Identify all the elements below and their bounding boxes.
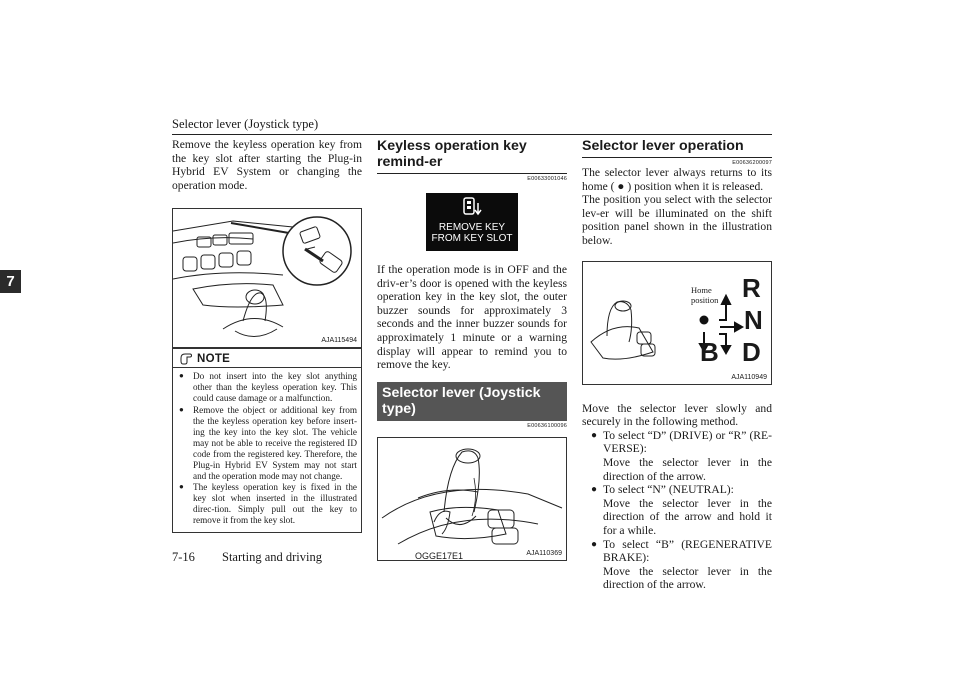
- step-title: ● To select “D” (DRIVE) or “R” (RE-VERSE):: [603, 428, 772, 456]
- note-item: ● Remove the object or additional key from the the keyless operation key before insert-ing the key into the key slot. The vehicle may not be able to receive the registered ID code from the registered key. Therefore, the Plug-in Hybrid EV System may not start and the operation mode may not change.: [179, 405, 357, 481]
- note-label: NOTE: [197, 352, 231, 365]
- selection-steps: [582, 429, 772, 592]
- selector-lever-figure: [377, 437, 567, 561]
- figure-code: AJA115494: [321, 337, 357, 345]
- figure-code: AJA110369: [526, 549, 562, 557]
- section-rule: [582, 157, 772, 158]
- document-code: OGGE17E1: [415, 551, 464, 561]
- step-description: Move the selector lever in the direction of the arrow.: [603, 564, 772, 592]
- note-list: [173, 371, 361, 526]
- position-B: B: [700, 336, 719, 367]
- home-position-label: [691, 285, 718, 305]
- intro-paragraph: Remove the keyless operation key from the key slot after starting the Plug-in Hybrid EV System or changing the operation mode.: [172, 138, 362, 192]
- home-dot-icon: [700, 315, 709, 324]
- step-description: Move the selector lever in the direction of the arrow and hold it for a while.: [603, 496, 772, 537]
- illumination-paragraph: The position you select with the selector lev-er will be illuminated on the shift position panel shown in the illustration below.: [582, 193, 772, 247]
- chapter-tab: 7: [0, 270, 21, 293]
- section-code: E00636200097: [732, 160, 772, 166]
- step-item-neutral: [582, 483, 772, 537]
- note-header: [173, 349, 361, 368]
- page-number: 7-16: [172, 550, 195, 564]
- key-slot-illustration: [173, 209, 361, 347]
- header-rule: [172, 134, 772, 135]
- section-title-selector-lever: Selector lever (Joystick type): [377, 382, 567, 421]
- column-left: [172, 138, 362, 533]
- display-line-1: REMOVE KEY: [438, 222, 506, 233]
- selector-lever-illustration: [378, 438, 566, 560]
- note-item: ● Do not insert into the key slot anything other than the keyless operation key. This could cause damage or a malfunction.: [179, 371, 357, 404]
- key-reminder-paragraph: If the operation mode is in OFF and the driv-er’s door is opened with the keyless operation key in the key slot, the outer buzzer sounds for approximately 3 seconds and the inner buzzer sounds for approximately 1 minute or a warning display will appear to remind you to remove the key.: [377, 263, 567, 372]
- section-code: E00633001046: [527, 176, 567, 182]
- home-position-paragraph: The selector lever always returns to its home ( ● ) position when it is released.: [582, 166, 772, 193]
- section-code: E00636100096: [527, 422, 567, 429]
- key-slot-figure: [172, 208, 362, 348]
- column-right: [582, 138, 772, 592]
- running-header: Selector lever (Joystick type): [172, 117, 319, 131]
- step-item-regenerative-brake: [582, 538, 772, 592]
- position-R: R: [742, 272, 761, 303]
- warning-display: [426, 193, 518, 251]
- step-title: ● To select “N” (NEUTRAL):: [603, 483, 734, 497]
- section-title-key-reminder: Keyless operation key remind-er: [377, 138, 527, 170]
- section-title-lever-operation: Selector lever operation: [582, 138, 744, 154]
- note-hand-icon: [179, 352, 193, 365]
- note-box: [172, 348, 362, 533]
- step-description: Move the selector lever in the direction of the arrow.: [603, 455, 772, 483]
- position-D: D: [742, 336, 761, 367]
- section-rule: [377, 173, 567, 174]
- shift-position-figure: [582, 261, 772, 385]
- method-paragraph: Move the selector lever slowly and securely in the following method.: [582, 401, 772, 429]
- step-title: ● To select “B” (REGENERATIVE BRAKE):: [603, 537, 772, 565]
- home-label-line-1: Home: [691, 284, 712, 295]
- step-item-drive-reverse: [582, 429, 772, 483]
- column-middle: [377, 138, 567, 561]
- position-N: N: [744, 304, 763, 335]
- key-removal-icon: [460, 197, 484, 217]
- chapter-name: Starting and driving: [222, 550, 322, 564]
- note-item: ● The keyless operation key is fixed in the key slot when inserted in the illustrated direc-tion. Simply pull out the key to remove it from the key slot.: [179, 482, 357, 526]
- figure-code: AJA110949: [731, 373, 767, 381]
- display-line-2: FROM KEY SLOT: [431, 233, 513, 244]
- home-label-line-2: position: [691, 294, 719, 305]
